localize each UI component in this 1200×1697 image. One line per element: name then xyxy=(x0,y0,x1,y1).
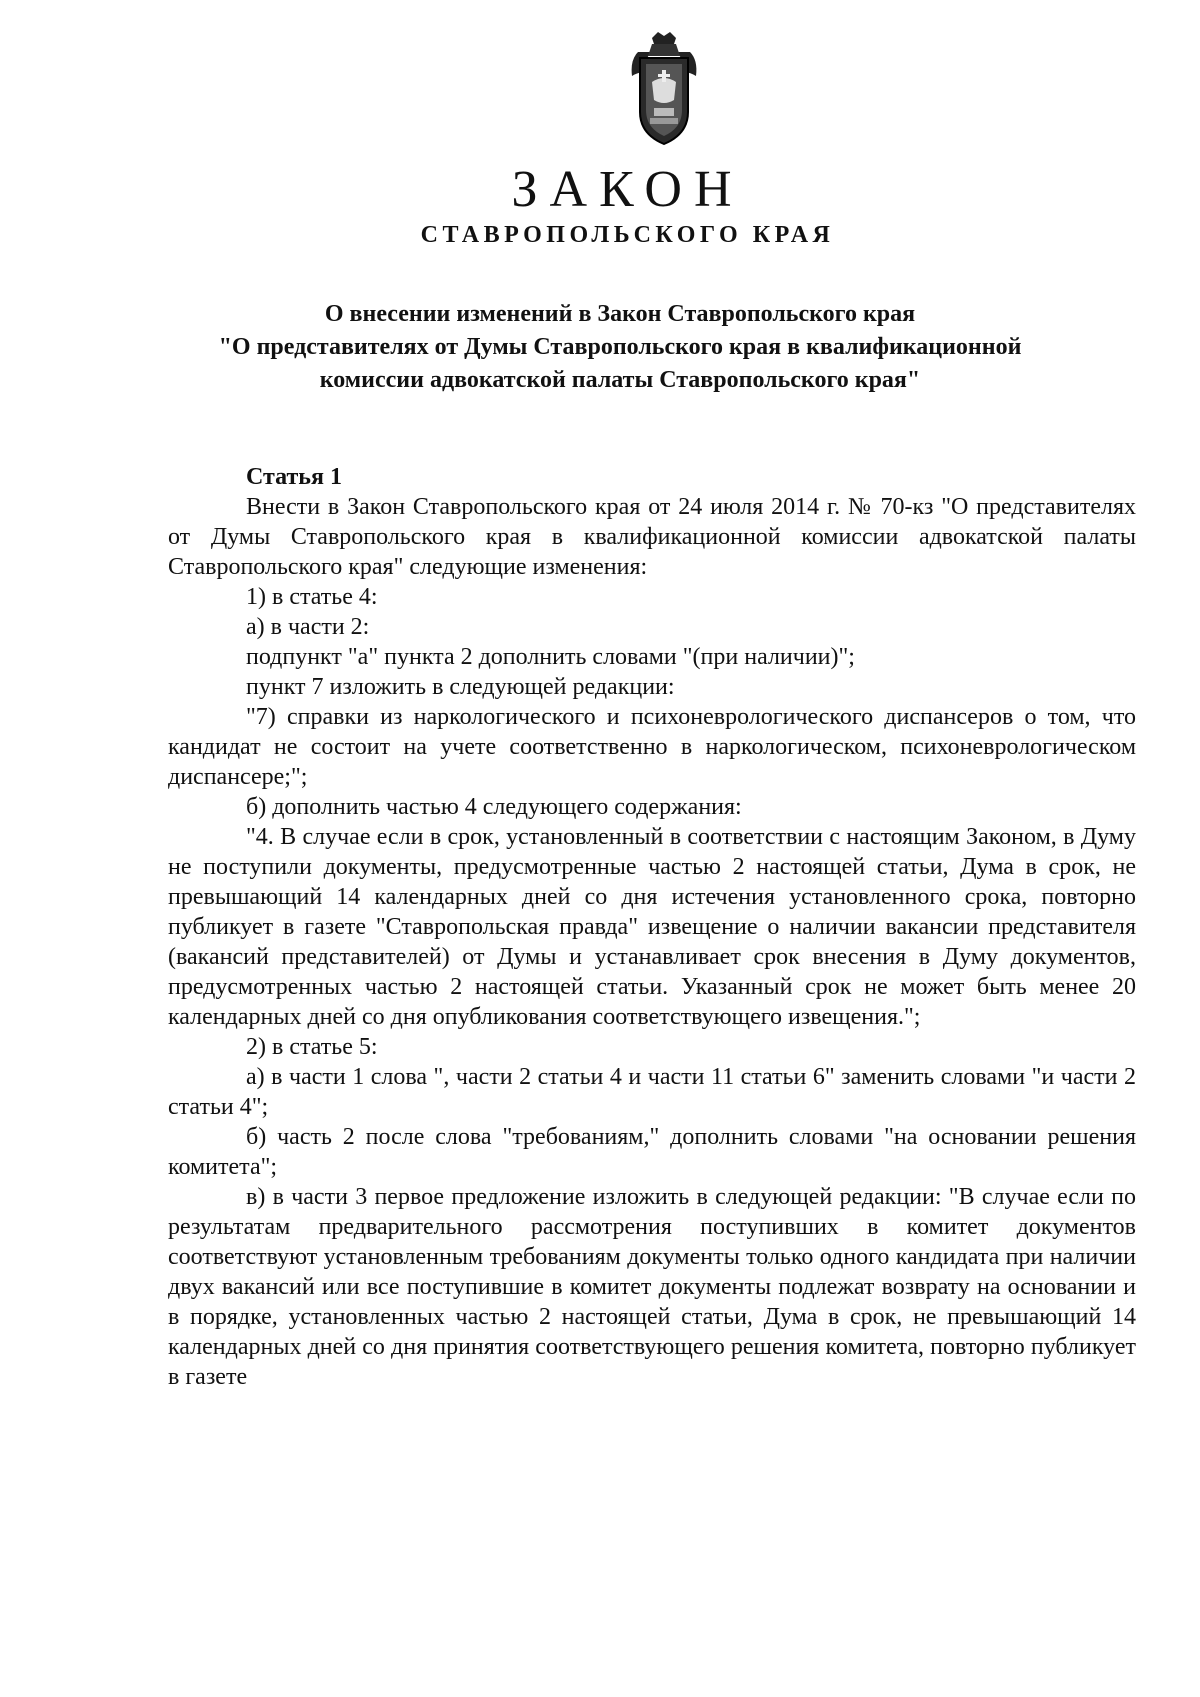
coat-of-arms-icon xyxy=(628,30,700,148)
subject-line: комиссии адвокатской палаты Ставропольского края" xyxy=(319,367,921,393)
paragraph: подпункт "а" пункта 2 дополнить словами "(при наличии)"; xyxy=(246,644,855,670)
paragraph: Внести в Закон Ставропольского края от 24 июля 2014 г. № 70-кз "О представителях от Думы Ставропольского края в квалификационной комиссии адвокатской палаты Ставропольского края" следующие изменения: xyxy=(168,494,1136,580)
article-heading: Статья 1 xyxy=(246,464,342,490)
subject-line: "О представителях от Думы Ставропольского края в квалификационной xyxy=(218,334,1022,360)
paragraph: "4. В случае если в срок, установленный в соответствии с настоящим Законом, в Думу не поступили документы, предусмотренные частью 2 настоящей статьи, Дума в срок, не превышающий 14 календарных дней со дня истечения установленного срока, повторно публикует в газете "Ставропольская правда" извещение о наличии вакансии представителя (вакансий представителей) от Думы и устанавливает срок внесения в Думу документов, предусмотренных частью 2 настоящей статьи. Указанный срок не может быть менее 20 календарных дней со дня опубликования соответствующего извещения."; xyxy=(168,824,1136,1030)
paragraph: в) в части 3 первое предложение изложить в следующей редакции: "В случае если по результатам предварительного рассмотрения поступивших в комитет документов соответствуют установленным требованиям документы только одного кандидата при наличии двух вакансий или все поступившие в комитет документы подлежат возврату на основании и в порядке, установленных частью 2 настоящей статьи, Дума в срок, не превышающий 14 календарных дней со дня принятия соответствующего решения комитета, повторно публикует в газете xyxy=(168,1184,1136,1390)
paragraph: пункт 7 изложить в следующей редакции: xyxy=(246,674,675,700)
paragraph: а) в части 1 слова ", части 2 статьи 4 и части 11 статьи 6" заменить словами "и части 2 статьи 4"; xyxy=(168,1064,1136,1120)
paragraph: "7) справки из наркологического и психоневрологического диспансеров о том, что кандидат не состоит на учете соответственно в наркологическом, психоневрологическом диспансере;"; xyxy=(168,704,1136,790)
article-body xyxy=(168,462,1136,1392)
law-title: ЗАКОН xyxy=(511,161,744,218)
paragraph: 1) в статье 4: xyxy=(246,584,378,610)
subject-line: О внесении изменений в Закон Ставропольского края xyxy=(324,301,916,327)
paragraph: 2) в статье 5: xyxy=(246,1034,378,1060)
paragraph: б) дополнить частью 4 следующего содержания: xyxy=(246,794,742,820)
paragraph: а) в части 2: xyxy=(246,614,370,640)
law-subject xyxy=(120,298,1120,397)
region-title: СТАВРОПОЛЬСКОГО КРАЯ xyxy=(420,222,835,248)
paragraph: б) часть 2 после слова "требованиям," дополнить словами "на основании решения комитета"; xyxy=(168,1124,1136,1180)
